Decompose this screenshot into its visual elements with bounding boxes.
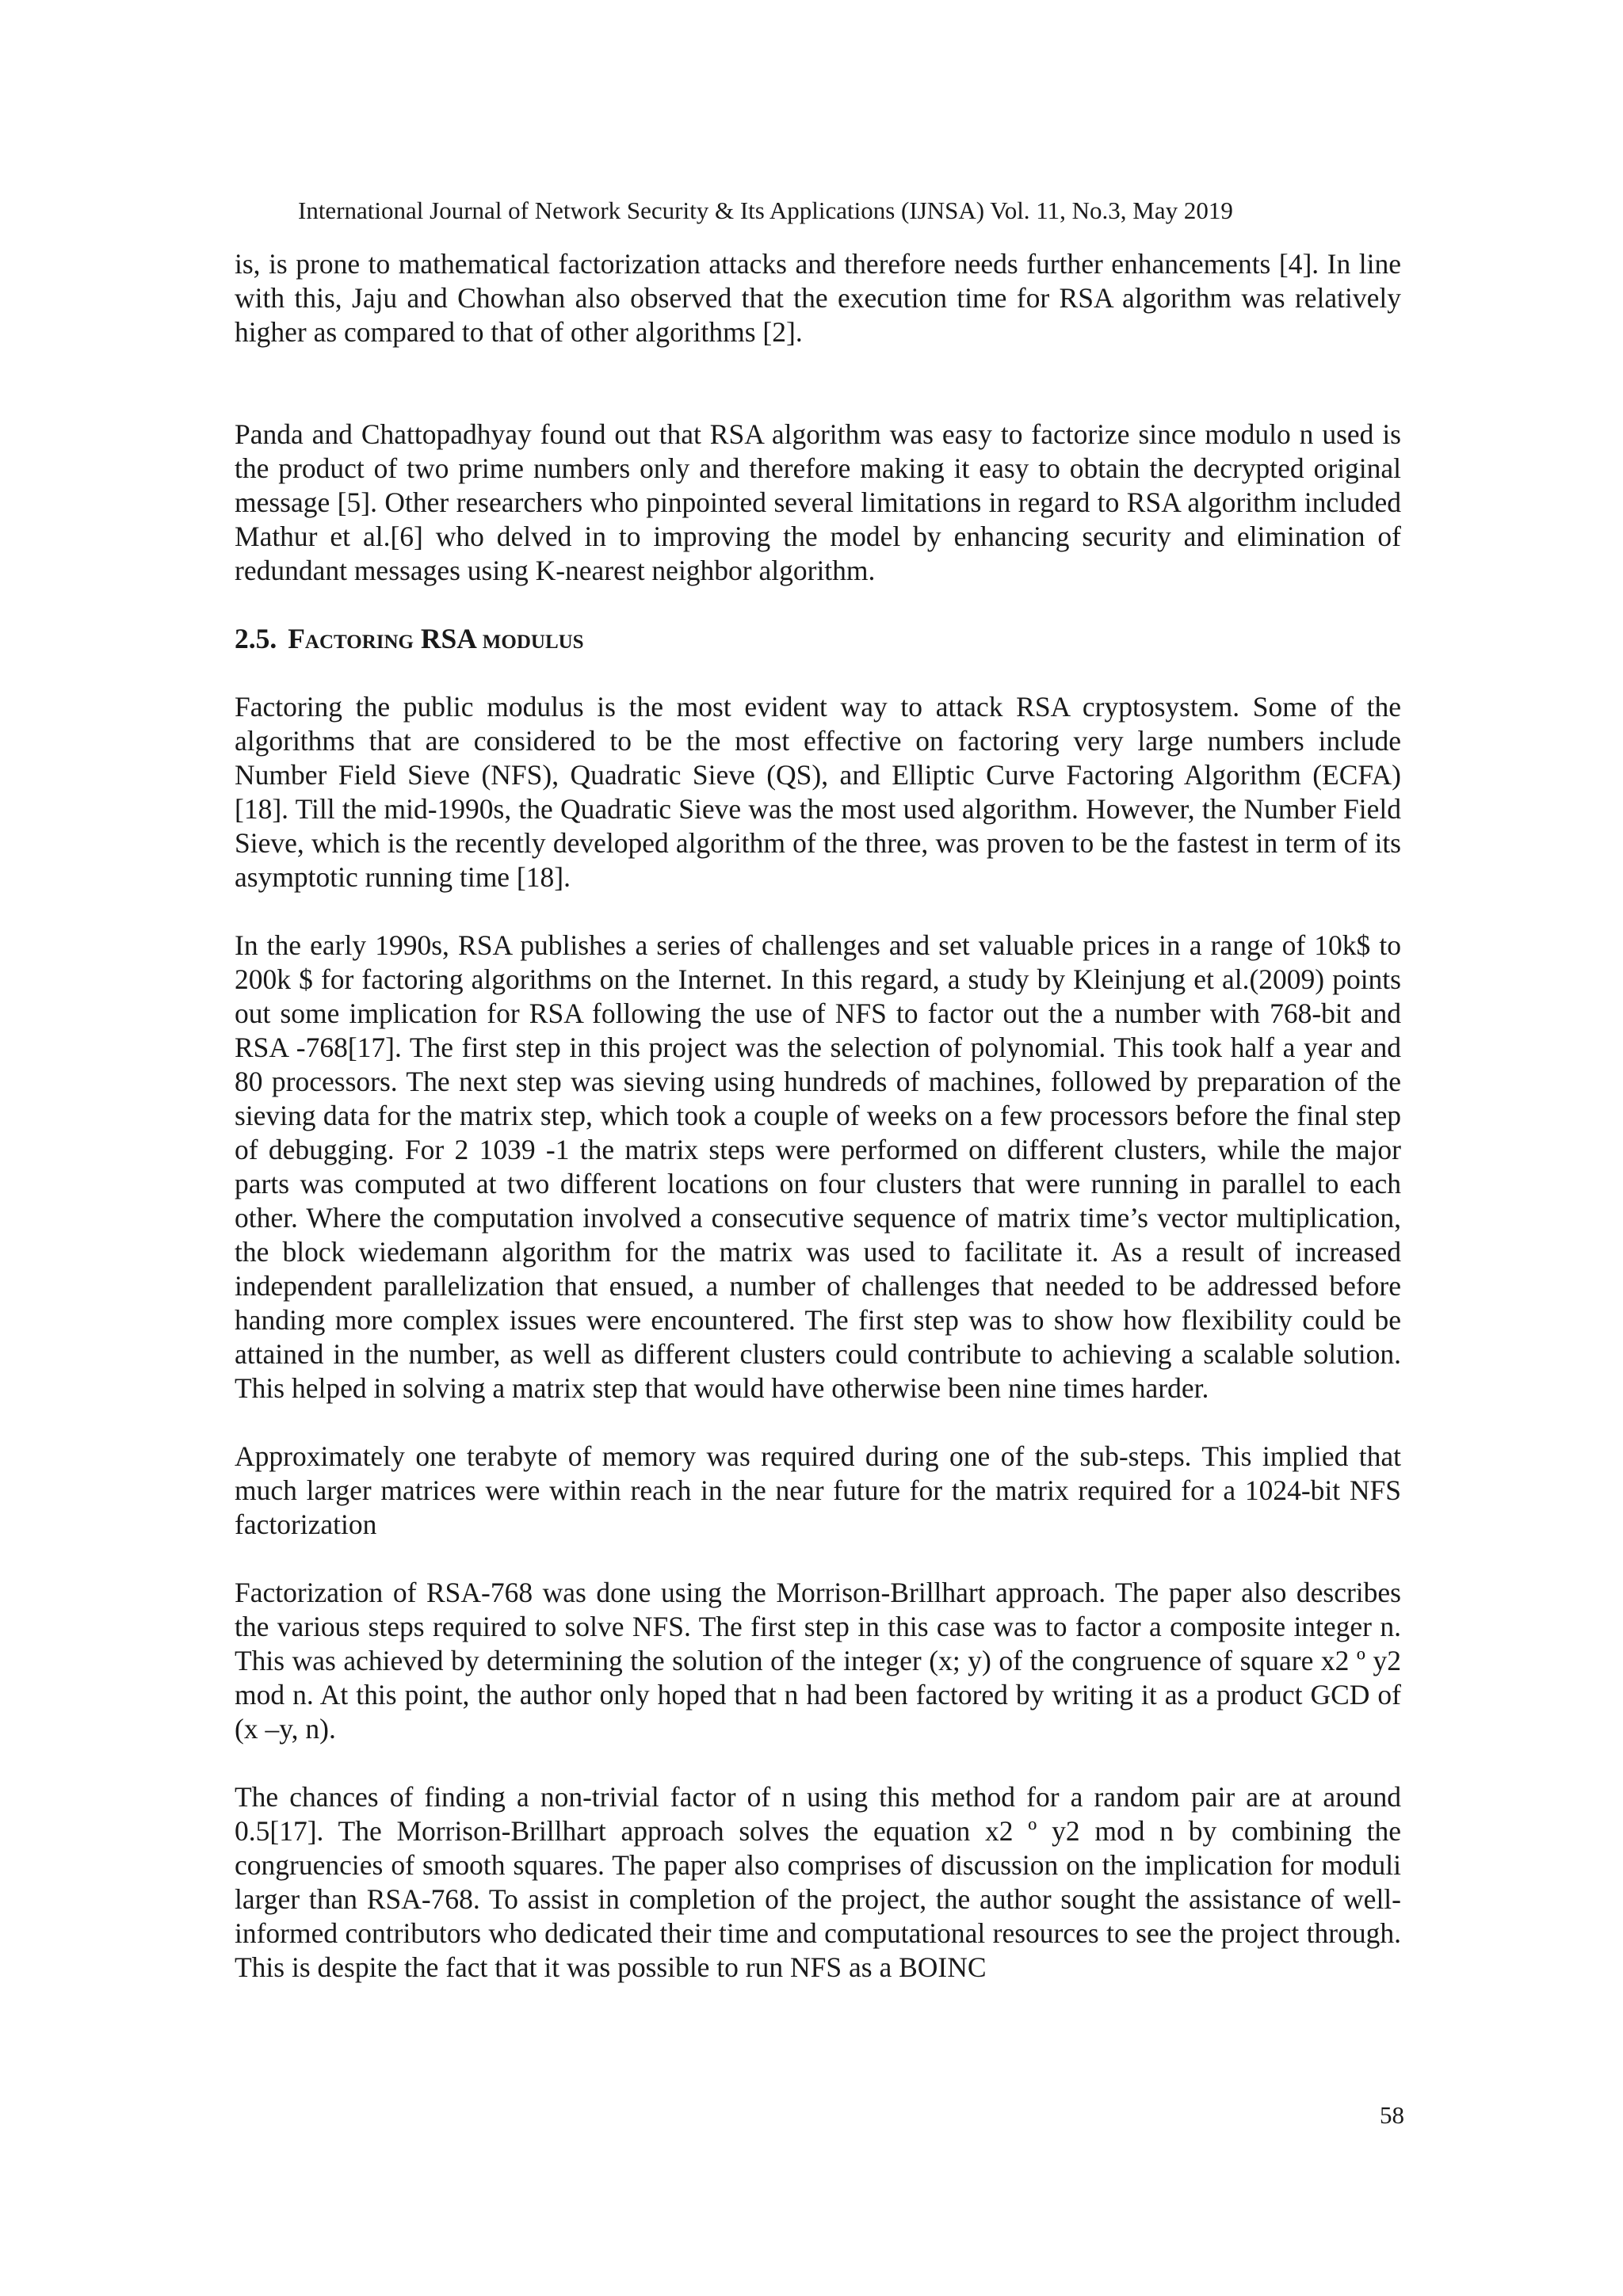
paragraph-continuation: is, is prone to mathematical factorization attacks and therefore needs further enhancements [4]. In line with this, Jaju and Chowhan also observed that the execution time for RSA algorithm was relatively higher as compared to that of other algorithms [2].	[235, 248, 1401, 348]
paragraph-panda-chattopadhyay: Panda and Chattopadhyay found out that RSA algorithm was easy to factorize since modulo n used is the product of two prime numbers only and therefore making it easy to obtain the decrypted original message [5]. Other researchers who pinpointed several limitations in regard to RSA algorithm included Mathur et al.[6] who delved in to improving the model by enhancing security and elimination of redundant messages using K-nearest neighbor algorithm.	[235, 418, 1401, 586]
running-header: International Journal of Network Security & Its Applications (IJNSA) Vol. 11, No.3, May 2019	[298, 196, 1233, 224]
section-title: Factoring RSA modulus	[288, 623, 584, 654]
paragraph-gap	[235, 656, 1401, 690]
paragraph-gap	[235, 349, 1401, 418]
paragraph-gap	[235, 1405, 1401, 1440]
paragraph-factoring-modulus: Factoring the public modulus is the most evident way to attack RSA cryptosystem. Some of the algorithms that are considered to be the most effective on factoring very large numbers include Number Field Sieve (NFS), Quadratic Sieve (QS), and Elliptic Curve Factoring Algorithm (ECFA) [18]. Till the mid-1990s, the Quadratic Sieve was the most used algorithm. However, the Number Field Sieve, which is the recently developed algorithm of the three, was proven to be the fastest in term of its asymptotic running time [18].	[235, 691, 1401, 893]
page-number: 58	[1380, 2101, 1404, 2129]
section-number: 2.5.	[235, 623, 277, 654]
paragraph-gap	[235, 1542, 1401, 1576]
paragraph-nontrivial-factor: The chances of finding a non-trivial factor of n using this method for a random pair are at around 0.5[17]. The Morrison-Brillhart approach solves the equation x2 º y2 mod n by combining the congruencies of smooth squares. The paper also comprises of discussion on the implication for moduli larger than RSA-768. To assist in completion of the project, the author sought the assistance of well-informed contributors who dedicated their time and computational resources to see the project through. This is despite the fact that it was possible to run NFS as a BOINC	[235, 1781, 1401, 1983]
paragraph-morrison-brillhart: Factorization of RSA-768 was done using the Morrison-Brillhart approach. The paper also describes the various steps required to solve NFS. The first step in this case was to factor a composite integer n. This was achieved by determining the solution of the integer (x; y) of the congruence of square x2 º y2 mod n. At this point, the author only hoped that n had been factored by writing it as a product GCD of (x –y, n).	[235, 1577, 1401, 1745]
paragraph-gap	[235, 1746, 1401, 1780]
body-column	[235, 247, 1401, 1985]
paragraph-rsa-challenges: In the early 1990s, RSA publishes a series of challenges and set valuable prices in a range of 10k$ to 200k $ for factoring algorithms on the Internet. In this regard, a study by Kleinjung et al.(2009) points out some implication for RSA following the use of NFS to factor out the a number with 768-bit and RSA -768[17]. The first step in this project was the selection of polynomial. This took half a year and 80 processors. The next step was sieving using hundreds of machines, followed by preparation of the sieving data for the matrix step, which took a couple of weeks on a few processors before the final step of debugging. For 2 1039 -1 the matrix steps were performed on different clusters, while the major parts was computed at two different locations on four clusters that were running in parallel to each other. Where the computation involved a consecutive sequence of matrix time’s vector multiplication, the block wiedemann algorithm for the matrix was used to facilitate it. As a result of increased independent parallelization that ensued, a number of challenges that needed to be addressed before handing more complex issues were encountered. The first step was to show how flexibility could be attained in the number, as well as different clusters could contribute to achieving a scalable solution. This helped in solving a matrix step that would have otherwise been nine times harder.	[235, 929, 1401, 1404]
paragraph-gap	[235, 588, 1401, 622]
section-heading	[235, 622, 1401, 656]
paragraph-terabyte-memory: Approximately one terabyte of memory was required during one of the sub-steps. This implied that much larger matrices were within reach in the near future for the matrix required for a 1024-bit NFS factorization	[235, 1440, 1401, 1540]
paragraph-gap	[235, 894, 1401, 929]
